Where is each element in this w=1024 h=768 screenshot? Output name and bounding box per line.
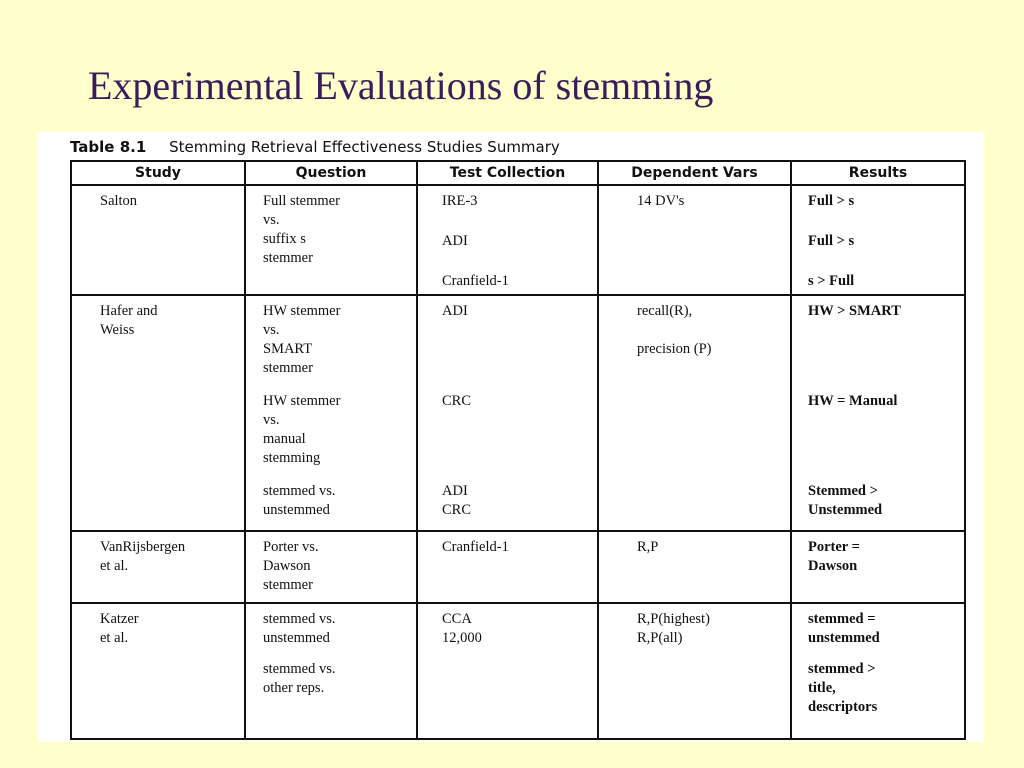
- results-text: s > Full: [808, 273, 855, 289]
- test-collection-text: CRC: [442, 393, 472, 409]
- cell-test-collection: [417, 185, 598, 295]
- table-row: [71, 185, 965, 295]
- results-text: descriptors: [808, 699, 878, 715]
- slide-title: Experimental Evaluations of stemming: [88, 63, 714, 108]
- cell-study: [71, 295, 245, 531]
- test-collection-text: IRE-3: [442, 193, 478, 209]
- dependent-vars-text: R,P(all): [637, 630, 683, 646]
- study-text: VanRijsbergen: [100, 539, 186, 555]
- dependent-vars-text: recall(R),: [637, 303, 693, 319]
- cell-question: [245, 295, 417, 531]
- question-text: stemmed vs.: [263, 661, 336, 677]
- cell-question: [245, 531, 417, 603]
- dependent-vars-text: precision (P): [637, 341, 712, 357]
- cell-test-collection: [417, 603, 598, 739]
- dependent-vars-text: R,P: [637, 539, 659, 555]
- test-collection-text: Cranfield-1: [442, 273, 509, 289]
- test-collection-text: CRC: [442, 502, 472, 518]
- results-text: Full > s: [808, 193, 855, 209]
- question-text: vs.: [263, 322, 280, 338]
- results-text: title,: [808, 680, 836, 696]
- column-header-dependent-vars: Dependent Vars: [598, 161, 791, 185]
- question-text: unstemmed: [263, 630, 330, 646]
- table-caption-text: Stemming Retrieval Effectiveness Studies Summary: [169, 138, 560, 156]
- cell-study: [71, 185, 245, 295]
- table-row: [71, 531, 965, 603]
- cell-question: [245, 185, 417, 295]
- table-header-row: [71, 161, 965, 185]
- results-text: Stemmed >: [808, 483, 878, 499]
- question-text: unstemmed: [263, 502, 330, 518]
- cell-question: [245, 603, 417, 739]
- dependent-vars-text: R,P(highest): [637, 611, 710, 627]
- question-text: suffix s: [263, 231, 306, 247]
- question-text: Full stemmer: [263, 193, 340, 209]
- results-text: HW = Manual: [808, 393, 898, 409]
- cell-study: [71, 603, 245, 739]
- cell-dependent-vars: [598, 295, 791, 531]
- results-text: Unstemmed: [808, 502, 883, 518]
- question-text: stemming: [263, 450, 321, 466]
- test-collection-text: CCA: [442, 611, 472, 627]
- results-text: Full > s: [808, 233, 855, 249]
- study-text: Weiss: [100, 322, 135, 338]
- table-caption-number: Table 8.1: [70, 138, 147, 156]
- question-text: stemmer: [263, 577, 313, 593]
- question-text: stemmed vs.: [263, 611, 336, 627]
- cell-dependent-vars: [598, 185, 791, 295]
- dependent-vars-text: 14 DV's: [637, 193, 685, 209]
- table-row: [71, 603, 965, 739]
- results-text: Dawson: [808, 558, 858, 574]
- cell-study: [71, 531, 245, 603]
- study-text: Salton: [100, 193, 138, 209]
- study-text: Katzer: [100, 611, 139, 627]
- results-text: unstemmed: [808, 630, 880, 646]
- study-text: et al.: [100, 558, 129, 574]
- test-collection-text: ADI: [442, 303, 468, 319]
- question-text: HW stemmer: [263, 393, 341, 409]
- question-text: SMART: [263, 341, 313, 357]
- table-row: [71, 295, 965, 531]
- test-collection-text: 12,000: [442, 630, 482, 646]
- results-text: HW > SMART: [808, 303, 901, 319]
- cell-results: [791, 603, 965, 739]
- results-text: stemmed =: [808, 611, 876, 627]
- summary-table: [70, 160, 966, 740]
- cell-results: [791, 295, 965, 531]
- question-text: manual: [263, 431, 306, 447]
- study-text: et al.: [100, 630, 129, 646]
- cell-results: [791, 185, 965, 295]
- question-text: vs.: [263, 412, 280, 428]
- question-text: stemmed vs.: [263, 483, 336, 499]
- table-caption: [70, 138, 560, 156]
- cell-test-collection: [417, 531, 598, 603]
- column-header-test-collection: Test Collection: [417, 161, 598, 185]
- study-text: Hafer and: [100, 303, 158, 319]
- column-header-question: Question: [245, 161, 417, 185]
- dependent-vars-text: [637, 321, 790, 340]
- column-header-results: Results: [791, 161, 965, 185]
- question-text: stemmer: [263, 360, 313, 376]
- cell-test-collection: [417, 295, 598, 531]
- cell-results: [791, 531, 965, 603]
- test-collection-text: ADI: [442, 233, 468, 249]
- question-text: stemmer: [263, 250, 313, 266]
- cell-dependent-vars: [598, 603, 791, 739]
- question-text: Porter vs.: [263, 539, 319, 555]
- results-text: stemmed >: [808, 661, 876, 677]
- cell-dependent-vars: [598, 531, 791, 603]
- results-text: Porter =: [808, 539, 860, 555]
- question-text: other reps.: [263, 680, 325, 696]
- table-image: [38, 132, 984, 742]
- column-header-study: Study: [71, 161, 245, 185]
- question-text: Dawson: [263, 558, 311, 574]
- question-text: vs.: [263, 212, 280, 228]
- test-collection-text: Cranfield-1: [442, 539, 509, 555]
- question-text: HW stemmer: [263, 303, 341, 319]
- test-collection-text: ADI: [442, 483, 468, 499]
